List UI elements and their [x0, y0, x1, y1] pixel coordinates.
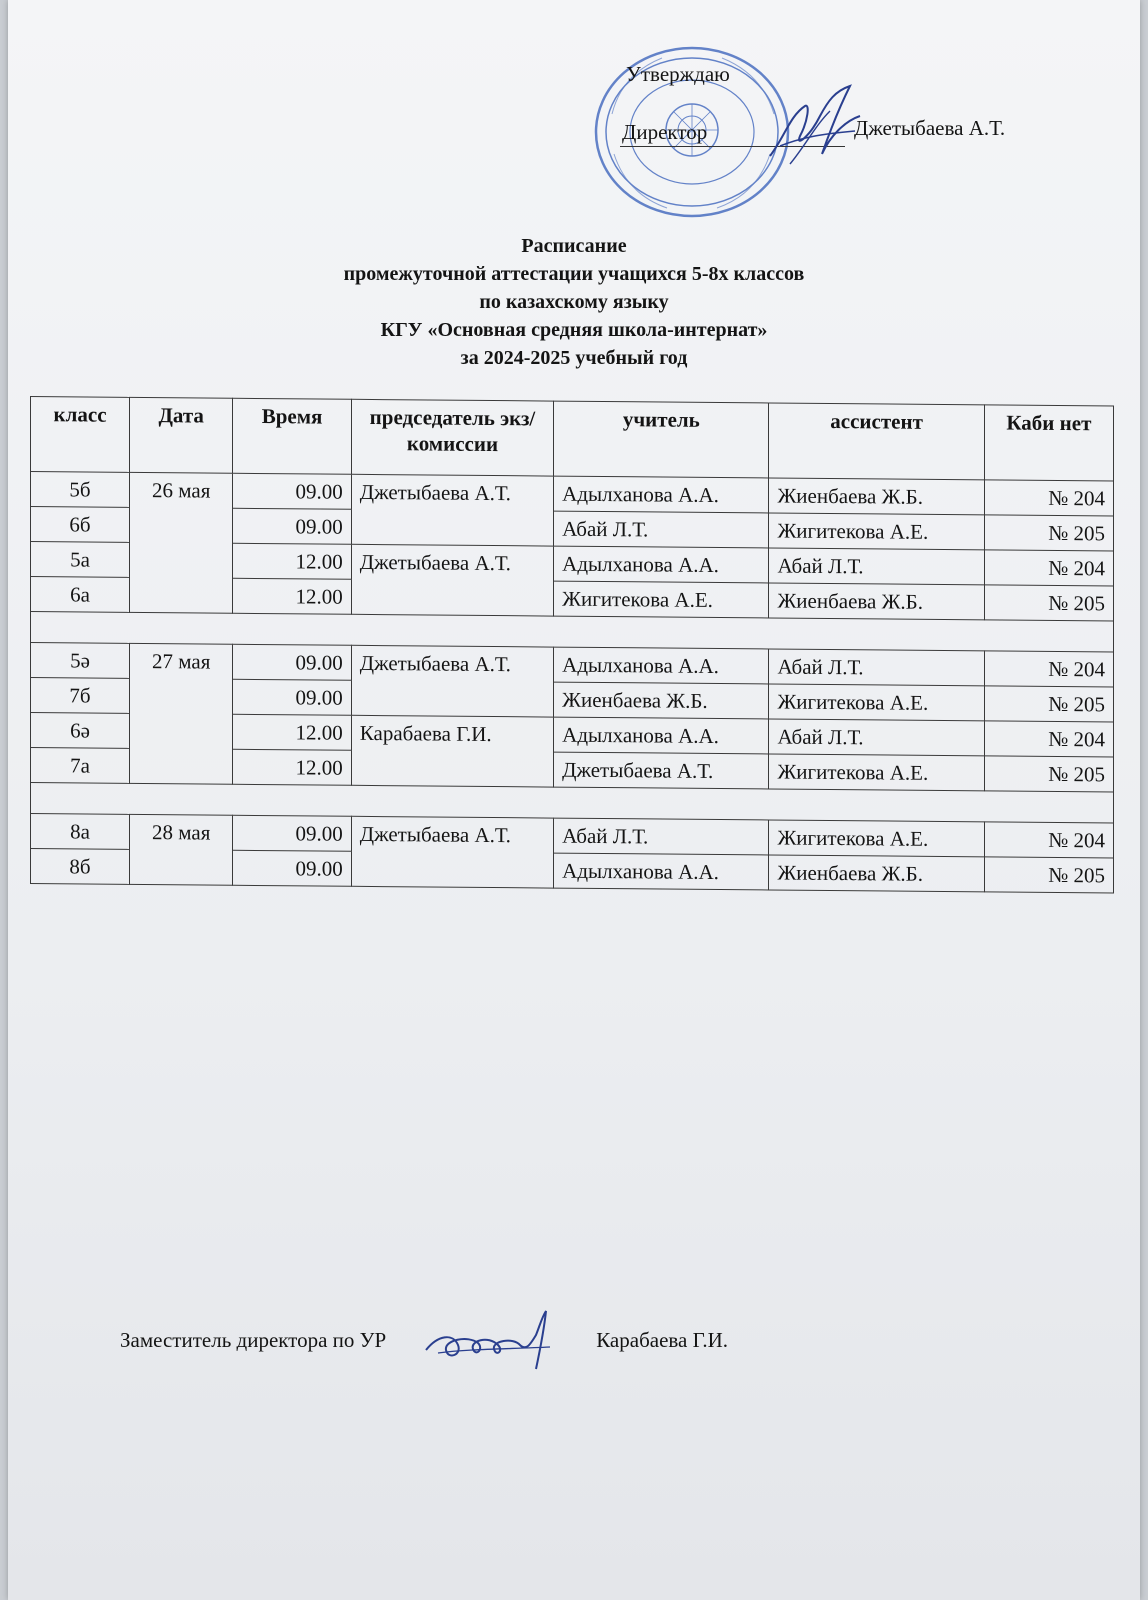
cell-assistant: Абай Л.Т.: [769, 649, 984, 686]
cell-room: № 204: [984, 480, 1113, 516]
cell-assistant: Жиенбаева Ж.Б.: [769, 583, 984, 620]
cell-assistant: Жигитекова А.Е.: [769, 820, 984, 857]
cell-assistant: Абай Л.Т.: [769, 719, 984, 756]
cell-class: 6а: [31, 577, 130, 613]
cell-room: № 205: [984, 515, 1113, 551]
cell-class: 5а: [31, 542, 130, 578]
table-header-row: [31, 397, 1114, 481]
cell-class: 7а: [31, 748, 130, 784]
header-chair: председатель экз/комиссии: [351, 399, 553, 476]
cell-assistant: Жигитекова А.Е.: [769, 513, 984, 550]
title-line: Расписание: [521, 235, 627, 257]
cell-teacher: Адылханова А.А.: [554, 717, 769, 754]
cell-room: № 205: [984, 857, 1113, 893]
cell-date: 28 мая: [130, 814, 233, 885]
cell-chair: Джетыбаева А.Т.: [351, 645, 553, 717]
cell-assistant: Жиенбаева Ж.Б.: [769, 478, 984, 515]
cell-class: 6б: [31, 507, 130, 543]
cell-time: 09.00: [233, 679, 351, 715]
cell-time: 09.00: [233, 473, 351, 509]
cell-chair: Карабаева Г.И.: [351, 715, 553, 787]
cell-teacher: Абай Л.Т.: [554, 511, 769, 548]
cell-date: 26 мая: [130, 472, 233, 613]
cell-time: 12.00: [233, 578, 351, 614]
cell-class: 6ә: [31, 713, 130, 749]
cell-teacher: Жиенбаева Ж.Б.: [554, 682, 769, 719]
cell-class: 5б: [31, 472, 130, 508]
footer-signature-block: [120, 1305, 728, 1375]
director-name: Джетыбаева А.Т.: [854, 116, 1006, 140]
header-time: Время: [233, 398, 351, 474]
cell-room: № 204: [984, 651, 1113, 687]
title-line: по казахскому языку: [479, 291, 669, 313]
cell-time: 12.00: [233, 714, 351, 750]
cell-date: 27 мая: [130, 643, 233, 784]
cell-teacher: Адылханова А.А.: [554, 647, 769, 684]
cell-room: № 205: [984, 756, 1113, 792]
cell-teacher: Адылханова А.А.: [554, 546, 769, 583]
cell-room: № 205: [984, 686, 1113, 722]
title-line: промежуточной аттестации учащихся 5-8х классов: [343, 263, 805, 285]
cell-teacher: Джетыбаева А.Т.: [554, 752, 769, 789]
cell-chair: Джетыбаева А.Т.: [351, 474, 553, 546]
title-line: КГУ «Основная средняя школа-интернат»: [380, 319, 768, 341]
cell-assistant: Жиенбаева Ж.Б.: [769, 855, 984, 892]
cell-assistant: Жигитекова А.Е.: [769, 684, 984, 721]
cell-teacher: Жигитекова А.Е.: [554, 581, 769, 618]
cell-assistant: Жигитекова А.Е.: [769, 754, 984, 791]
deputy-signature: [418, 1305, 568, 1375]
cell-time: 09.00: [233, 644, 351, 680]
header-assistant: ассистент: [769, 403, 984, 480]
cell-time: 12.00: [233, 749, 351, 785]
deputy-position: Заместитель директора по УР: [120, 1327, 387, 1352]
cell-time: 09.00: [233, 850, 351, 886]
header-class: класс: [31, 397, 130, 473]
cell-assistant: Абай Л.Т.: [769, 548, 984, 585]
cell-teacher: Абай Л.Т.: [554, 818, 769, 855]
director-label: Директор: [622, 120, 708, 144]
cell-teacher: Адылханова А.А.: [554, 853, 769, 890]
cell-room: № 204: [984, 550, 1113, 586]
cell-chair: Джетыбаева А.Т.: [351, 816, 553, 888]
cell-time: 09.00: [233, 815, 351, 851]
cell-time: 09.00: [233, 508, 351, 544]
cell-room: № 204: [984, 822, 1113, 858]
cell-class: 5ә: [31, 643, 130, 679]
schedule-table: [30, 396, 1114, 893]
cell-teacher: Адылханова А.А.: [554, 476, 769, 513]
cell-room: № 204: [984, 721, 1113, 757]
cell-class: 8б: [31, 849, 130, 885]
cell-class: 8а: [31, 814, 130, 850]
cell-chair: Джетыбаева А.Т.: [351, 544, 553, 616]
header-date: Дата: [130, 397, 233, 473]
cell-class: 7б: [31, 678, 130, 714]
cell-room: № 205: [984, 585, 1113, 621]
deputy-name: Карабаева Г.И.: [596, 1327, 729, 1352]
cell-time: 12.00: [233, 543, 351, 579]
header-room: Каби нет: [984, 405, 1113, 481]
title-line: за 2024-2025 учебный год: [460, 347, 688, 369]
document-title: [0, 232, 1148, 372]
header-teacher: учитель: [554, 401, 769, 478]
approve-label: Утверждаю: [626, 62, 730, 86]
